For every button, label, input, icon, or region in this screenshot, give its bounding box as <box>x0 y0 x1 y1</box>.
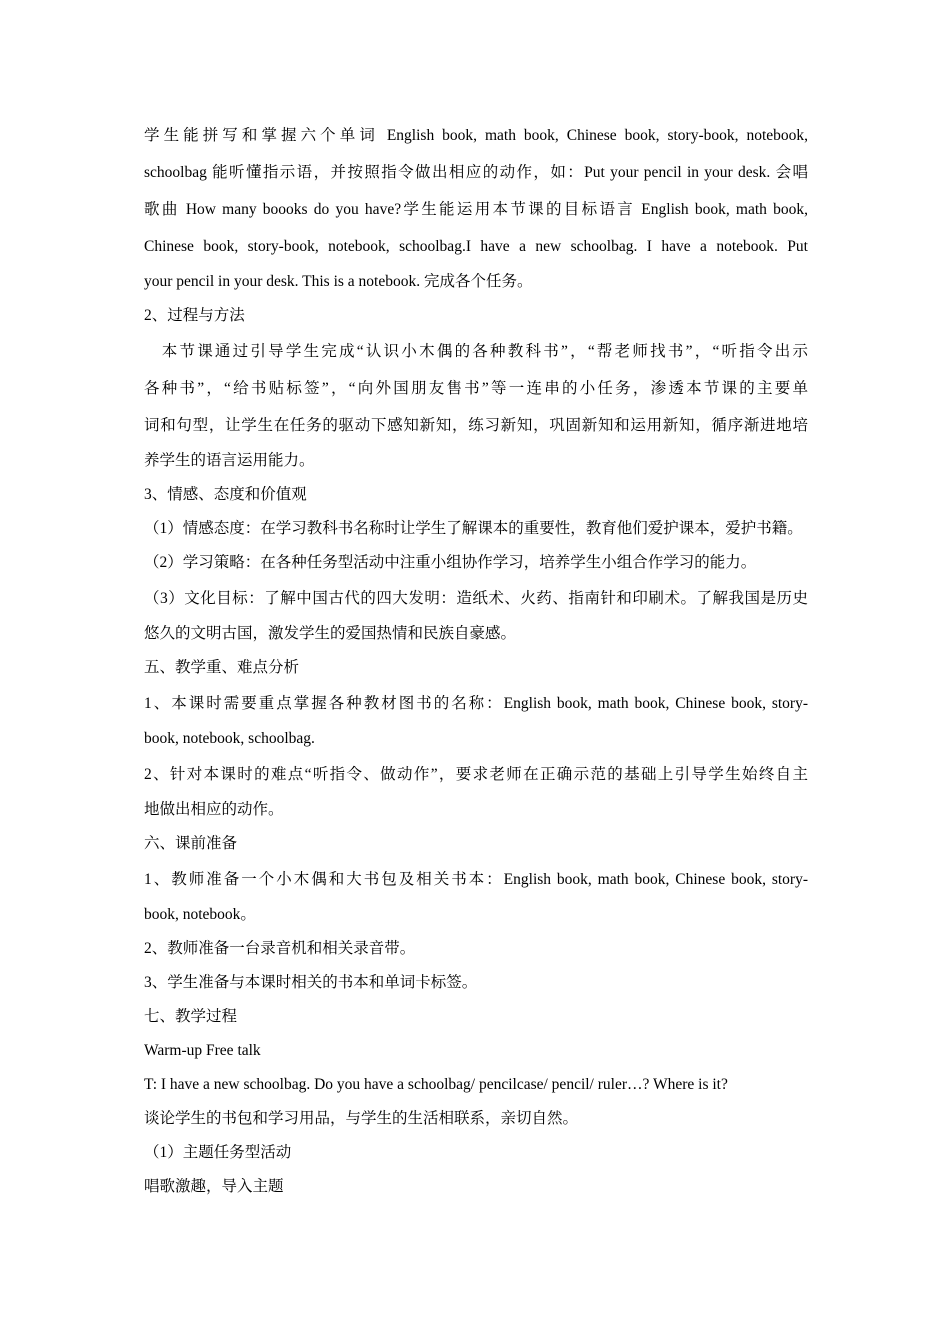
text-line: 悠久的文明古国，激发学生的爱国热情和民族自豪感。 <box>144 625 517 642</box>
text-line: 学生能拼写和掌握六个单词 English book, math book, Chinese book, story-book, notebook, <box>144 127 808 144</box>
text-line: 1、教师准备一个小木偶和大书包及相关书本：English book, math book, Chinese book, story- <box>144 871 808 888</box>
text-line: 谈论学生的书包和学习用品，与学生的生活相联系，亲切自然。 <box>144 1110 579 1127</box>
text-line: 1、本课时需要重点掌握各种教材图书的名称：English book, math book, Chinese book, story- <box>144 695 808 712</box>
text-line: 地做出相应的动作。 <box>144 801 284 818</box>
text-line: 养学生的语言运用能力。 <box>144 452 315 469</box>
text-line: 各种书”，“给书贴标签”，“向外国朋友售书”等一连串的小任务，渗透本节课的主要单 <box>144 380 808 397</box>
text-line: book, notebook。 <box>144 906 256 923</box>
section-heading: 六、课前准备 <box>144 835 238 852</box>
text-line: （1）情感态度：在学习教科书名称时让学生了解课本的重要性，教育他们爱护课本，爱护书籍。 <box>144 520 803 537</box>
text-line: （2）学习策略：在各种任务型活动中注重小组协作学习，培养学生小组合作学习的能力。 <box>144 554 757 571</box>
text-line: 3、学生准备与本课时相关的书本和单词卡标签。 <box>144 974 478 991</box>
text-line: 歌曲 How many boooks do you have?学生能运用本节课的目标语言 English book, math book, <box>144 201 808 218</box>
text-line: Warm-up Free talk <box>144 1042 261 1059</box>
text-line: 词和句型，让学生在任务的驱动下感知新知，练习新知，巩固新知和运用新知，循序渐进地培 <box>144 417 808 434</box>
text-line: （3）文化目标：了解中国古代的四大发明：造纸术、火药、指南针和印刷术。了解我国是历史 <box>144 590 808 607</box>
text-line: Chinese book, story-book, notebook, schoolbag.I have a new schoolbag. I have a notebook. Put <box>144 238 808 255</box>
text-line: book, notebook, schoolbag. <box>144 730 315 747</box>
text-line: 本节课通过引导学生完成“认识小木偶的各种教科书”，“帮老师找书”，“听指令出示 <box>144 343 808 360</box>
text-line: 2、教师准备一台录音机和相关录音带。 <box>144 940 416 957</box>
section-heading: 五、教学重、难点分析 <box>144 659 300 676</box>
section-heading: 2、过程与方法 <box>144 307 245 324</box>
text-line: （1）主题任务型活动 <box>144 1144 292 1161</box>
document-body <box>144 117 808 1204</box>
text-line: 唱歌激趣，导入主题 <box>144 1178 284 1195</box>
text-line: 2、针对本课时的难点“听指令、做动作”，要求老师在正确示范的基础上引导学生始终自主 <box>144 766 808 783</box>
text-line: schoolbag 能听懂指示语，并按照指令做出相应的动作，如：Put your pencil in your desk. 会唱 <box>144 164 808 181</box>
text-line: your pencil in your desk. This is a notebook. 完成各个任务。 <box>144 273 533 290</box>
section-heading: 3、情感、态度和价值观 <box>144 486 307 503</box>
section-heading: 七、教学过程 <box>144 1008 238 1025</box>
text-line: T: I have a new schoolbag. Do you have a schoolbag/ pencilcase/ pencil/ ruler…? Where is it? <box>144 1076 728 1093</box>
